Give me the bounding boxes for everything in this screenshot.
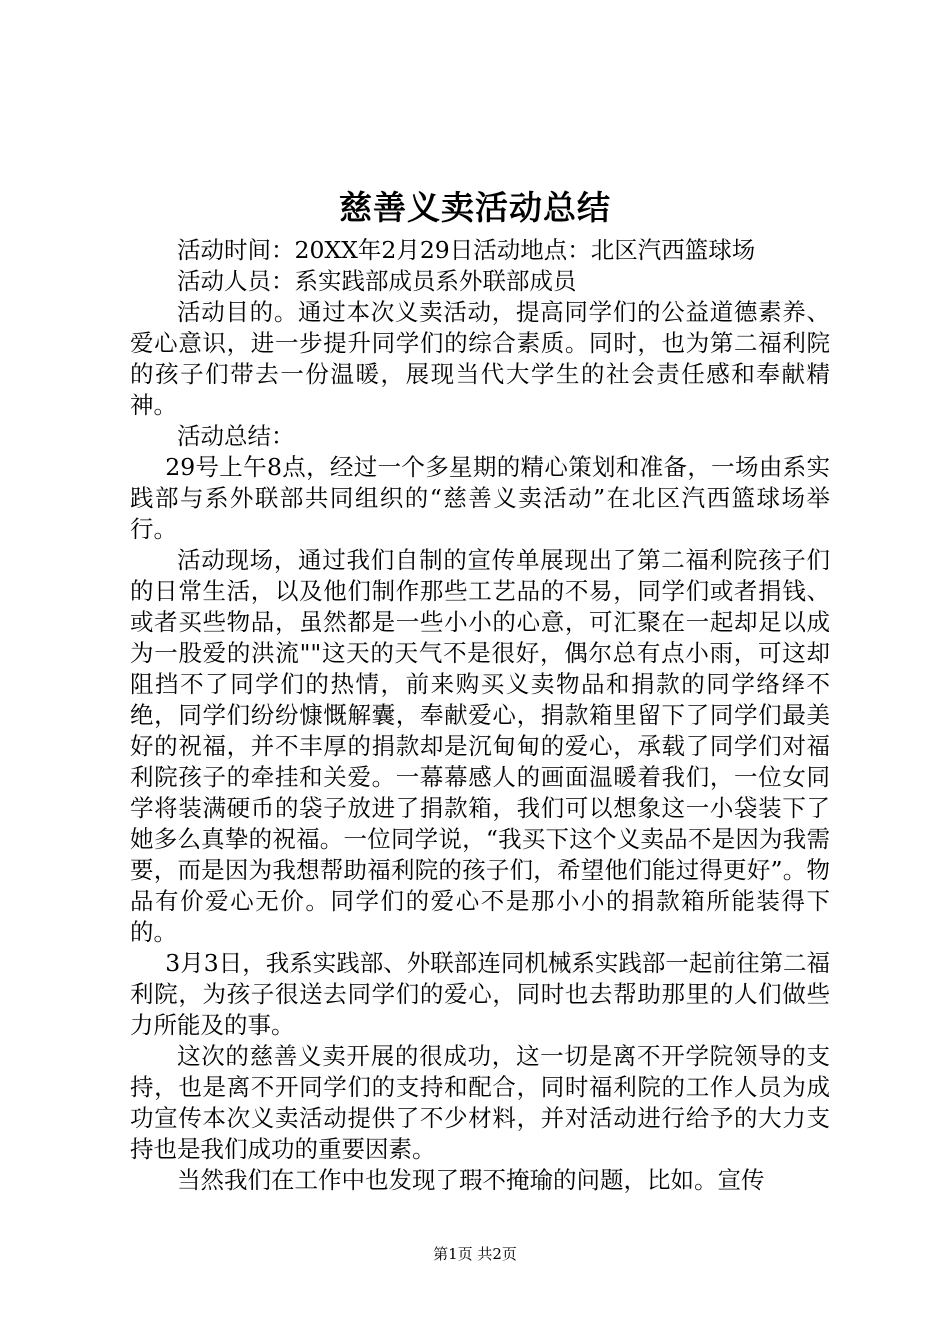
document-body bbox=[130, 235, 830, 1196]
activity-time-paragraph: 活动时间：20XX年2月29日活动地点：北区汽西篮球场 bbox=[177, 236, 756, 264]
activity-purpose-paragraph: 活动目的。通过本次义卖活动，提高同学们的公益道德素养、爱心意识，进一步提升同学们的综合素质。同时，也为第二福利院的孩子们带去一份温暖，展现当代大学生的社会责任感和奉献精神。 bbox=[130, 298, 830, 419]
welfare-visit-paragraph: 3月3日，我系实践部、外联部连同机械系实践部一起前往第二福利院，为孩子很送去同学们的爱心，同时也去帮助那里的人们做些力所能及的事。 bbox=[130, 949, 830, 1039]
activity-staff-paragraph: 活动人员：系实践部成员系外联部成员 bbox=[177, 267, 577, 295]
event-scene-paragraph: 活动现场，通过我们自制的宣传单展现出了第二福利院孩子们的日常生活，以及他们制作那些工艺品的不易，同学们或者捐钱、或者买些物品，虽然都是一些小小的心意，可汇聚在一起却足以成为一股爱的洪流""这天的天气不是很好，偶尔总有点小雨，可这却阻挡不了同学们的热情，前来购买义卖物品和捐款的同学络绎不绝，同学们纷纷慷慨解囊，奉献爱心，捐款箱里留下了同学们最美好的祝福，并不丰厚的捐款却是沉甸甸的爱心，承载了同学们对福利院孩子的牵挂和关爱。一幕幕感人的画面温暖着我们，一位女同学将装满硬币的袋子放进了捐款箱，我们可以想象这一小袋装下了她多么真挚的祝福。一位同学说，“我买下这个义卖品不是因为我需要，而是因为我想帮助福利院的孩子们，希望他们能过得更好”。物品有价爱心无价。同学们的爱心不是那小小的捐款箱所能装得下的。 bbox=[130, 546, 830, 946]
page-number-footer: 第1页 共2页 bbox=[433, 1245, 517, 1263]
event-opening-paragraph: 29号上午8点，经过一个多星期的精心策划和准备，一场由系实践部与系外联部共同组织的“慈善义卖活动”在北区汽西篮球场举行。 bbox=[130, 453, 830, 543]
document-title: 慈善义卖活动总结 bbox=[339, 188, 611, 227]
summary-heading: 活动总结： bbox=[177, 422, 295, 450]
success-factors-paragraph: 这次的慈善义卖开展的很成功，这一切是离不开学院领导的支持，也是离不开同学们的支持和配合，同时福利院的工作人员为成功宣传本次义卖活动提供了不少材料，并对活动进行给予的大力支持也是我们成功的重要因素。 bbox=[130, 1042, 830, 1163]
problems-paragraph: 当然我们在工作中也发现了瑕不掩瑜的问题，比如。宣传 bbox=[177, 1166, 765, 1194]
